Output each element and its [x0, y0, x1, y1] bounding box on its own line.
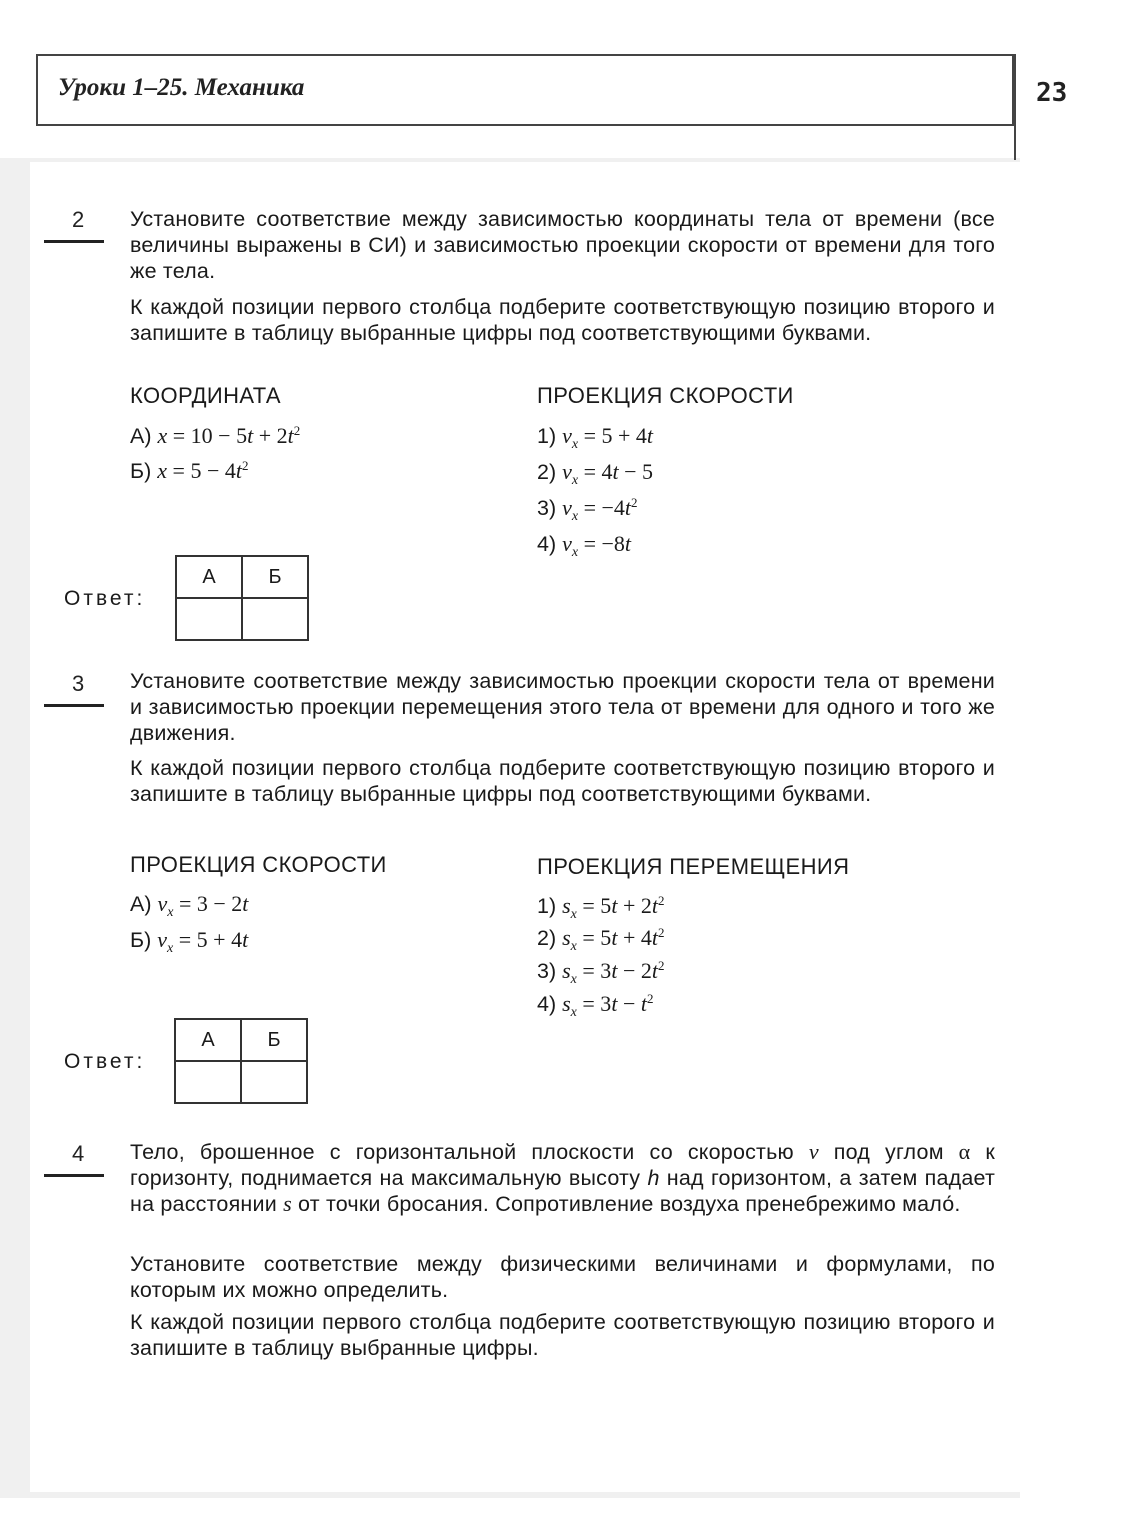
task-2-option-b: Б) $x = 5 - 4t^2$	[130, 458, 249, 483]
task-3-intro: Установите соответствие между зависимостью проекции скорости тела от времени и зависимостью проекции перемещения этого тела от времени для одного и того же движения.	[130, 669, 995, 745]
answer-cell-b[interactable]	[241, 1061, 307, 1103]
header-title: Уроки 1–25. Механика	[58, 74, 305, 101]
header-divider	[1014, 54, 1016, 160]
task-2-intro: Установите соответствие между зависимостью координаты тела от времени (все величины выражены в СИ) и зависимостью проекции скорости от времени для того же тела.	[130, 207, 995, 283]
answer-header-a: А	[176, 556, 242, 598]
task-2-option-2: 2) $v_x = 4t - 5$	[537, 459, 654, 488]
answer-header-b: Б	[242, 556, 308, 598]
task-4-paragraph-2: Установите соответствие между физическими величинами и формулами, по которым их можно определить.	[130, 1252, 995, 1302]
task-3-instruction: К каждой позиции первого столбца подберите соответствующую позицию второго и запишите в таблицу выбранные цифры под соответствующими буквами.	[130, 756, 995, 806]
task-2-answer-table	[175, 555, 309, 641]
task-2-option-3: 3) $v_x = -4t^2$	[537, 495, 638, 524]
task-2-number: 2	[72, 207, 85, 232]
task-3-option-1: 1) $s_x = 5t + 2t^2$	[537, 893, 665, 922]
task-3-answer-table	[174, 1018, 308, 1104]
task-2-instruction: К каждой позиции первого столбца подберите соответствующую позицию второго и запишите в таблицу выбранные цифры под соответствующими буквами.	[130, 295, 995, 345]
task-3-option-a: А) $v_x = 3 - 2t$	[130, 891, 249, 920]
task-4-paragraph-3: К каждой позиции первого столбца подберите соответствующую позицию второго и запишите в таблицу выбранные цифры.	[130, 1310, 995, 1360]
task-3-option-4: 4) $s_x = 3t - t^2$	[537, 991, 654, 1020]
answer-header-b: Б	[241, 1019, 307, 1061]
task-2-option-1: 1) $v_x = 5 + 4t$	[537, 423, 654, 452]
page-number: 23	[1036, 78, 1068, 108]
answer-cell-b[interactable]	[242, 598, 308, 640]
task-3-rule	[44, 704, 104, 707]
task-3-number: 3	[72, 671, 85, 696]
task-3-option-b: Б) $v_x = 5 + 4t$	[130, 927, 249, 956]
task-3-answer-label: Ответ:	[64, 1050, 146, 1073]
answer-header-a: А	[175, 1019, 241, 1061]
task-2-rule	[44, 240, 104, 243]
task-2-answer-label: Ответ:	[64, 587, 146, 610]
task-2-option-a: А) $x = 10 - 5t + 2t^2$	[130, 423, 301, 448]
task-4-rule	[44, 1174, 104, 1177]
task-4-number: 4	[72, 1141, 85, 1166]
answer-cell-a[interactable]	[175, 1061, 241, 1103]
task-2-option-4: 4) $v_x = -8t$	[537, 531, 632, 560]
task-2-left-heading: КООРДИНАТА	[130, 383, 281, 408]
answer-cell-a[interactable]	[176, 598, 242, 640]
task-2-right-heading: ПРОЕКЦИЯ СКОРОСТИ	[537, 383, 794, 408]
task-3-left-heading: ПРОЕКЦИЯ СКОРОСТИ	[130, 852, 387, 877]
task-3-option-3: 3) $s_x = 3t - 2t^2$	[537, 958, 665, 987]
task-4-intro: Тело, брошенное с горизонтальной плоскости со скоростью v под углом α к горизонту, поднимается на максимальную высоту h над горизонтом, а затем падает на расстоянии s от точки бросания. Сопротивление воздуха пренебрежимо мало́.	[130, 1139, 996, 1216]
running-header	[36, 54, 1014, 126]
task-3-right-heading: ПРОЕКЦИЯ ПЕРЕМЕЩЕНИЯ	[537, 854, 850, 879]
task-3-option-2: 2) $s_x = 5t + 4t^2$	[537, 925, 665, 954]
